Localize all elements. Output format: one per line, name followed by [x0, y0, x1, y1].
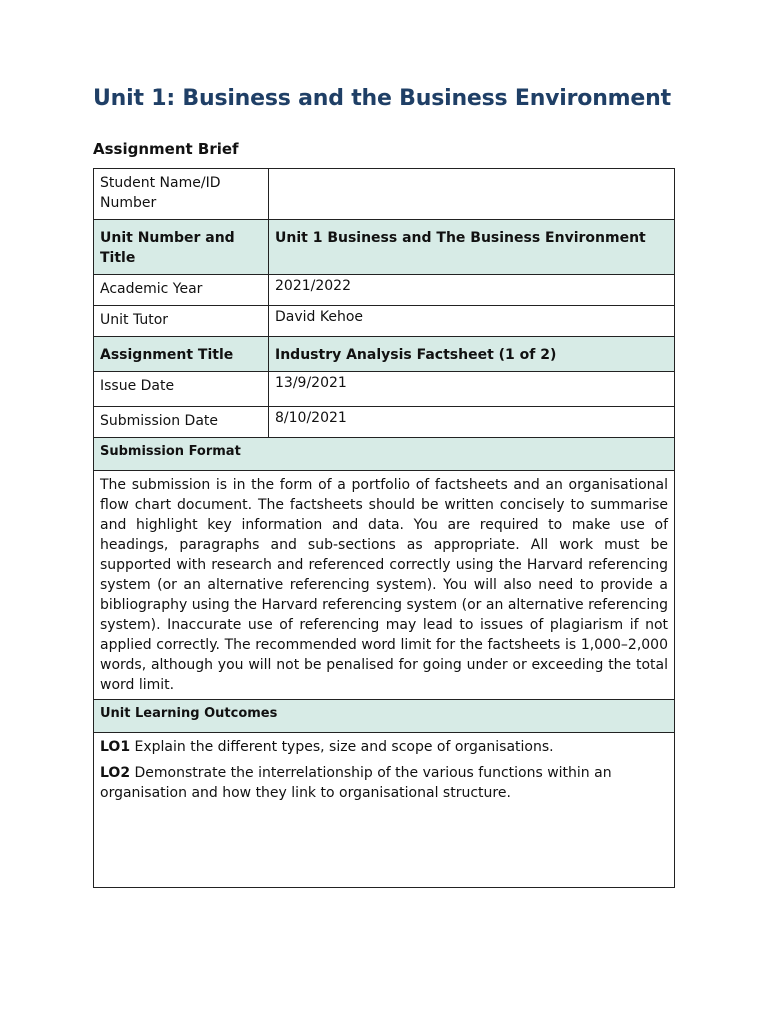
learning-outcome-text: Demonstrate the interrelationship of the various functions within an organisation and how they link to organisational structure. — [100, 765, 612, 801]
learning-outcome-text: Explain the different types, size and scope of organisations. — [130, 739, 554, 755]
tutor-label: Unit Tutor — [94, 306, 269, 337]
learning-outcomes-header-row — [94, 700, 675, 733]
assignment-title-row — [94, 337, 675, 372]
submission-format-heading: Submission Format — [94, 438, 675, 471]
year-row — [94, 275, 675, 306]
submission-format-body-row — [94, 471, 675, 700]
page-title: Unit 1: Business and the Business Environment — [93, 86, 671, 111]
unit-row — [94, 220, 675, 275]
assignment-brief-heading: Assignment Brief — [93, 140, 239, 158]
learning-outcome-code: LO2 — [100, 765, 131, 781]
tutor-row — [94, 306, 675, 337]
student-value — [269, 169, 675, 220]
submission-date-label: Submission Date — [94, 407, 269, 438]
learning-outcomes-list — [94, 733, 675, 888]
unit-label: Unit Number and Title — [94, 220, 269, 275]
submission-format-header-row — [94, 438, 675, 471]
unit-value: Unit 1 Business and The Business Environment — [269, 220, 675, 275]
tutor-value: David Kehoe — [269, 306, 675, 337]
year-label: Academic Year — [94, 275, 269, 306]
learning-outcome-item — [100, 737, 668, 757]
assignment-title-label: Assignment Title — [94, 337, 269, 372]
student-label: Student Name/ID Number — [94, 169, 269, 220]
issue-date-value: 13/9/2021 — [269, 372, 675, 407]
submission-date-row — [94, 407, 675, 438]
student-row — [94, 169, 675, 220]
learning-outcomes-body-row — [94, 733, 675, 888]
assignment-title-value: Industry Analysis Factsheet (1 of 2) — [269, 337, 675, 372]
submission-date-value: 8/10/2021 — [269, 407, 675, 438]
learning-outcome-item — [100, 763, 668, 803]
issue-date-row — [94, 372, 675, 407]
learning-outcomes-heading: Unit Learning Outcomes — [94, 700, 675, 733]
submission-format-text: The submission is in the form of a portfolio of factsheets and an organisational flow chart document. The factsheets should be written concisely to summarise and highlight key information and data. You are required to make use of headings, paragraphs and sub-sections as appropriate. All work must be supported with research and referenced correctly using the Harvard referencing system (or an alternative referencing system). You will also need to provide a bibliography using the Harvard referencing system (or an alternative referencing system). Inaccurate use of referencing may lead to issues of plagiarism if not applied correctly. The recommended word limit for the factsheets is 1,000–2,000 words, although you will not be penalised for going under or exceeding the total word limit. — [94, 471, 675, 700]
year-value: 2021/2022 — [269, 275, 675, 306]
learning-outcome-code: LO1 — [100, 739, 131, 755]
assignment-brief-table — [93, 168, 675, 888]
issue-date-label: Issue Date — [94, 372, 269, 407]
